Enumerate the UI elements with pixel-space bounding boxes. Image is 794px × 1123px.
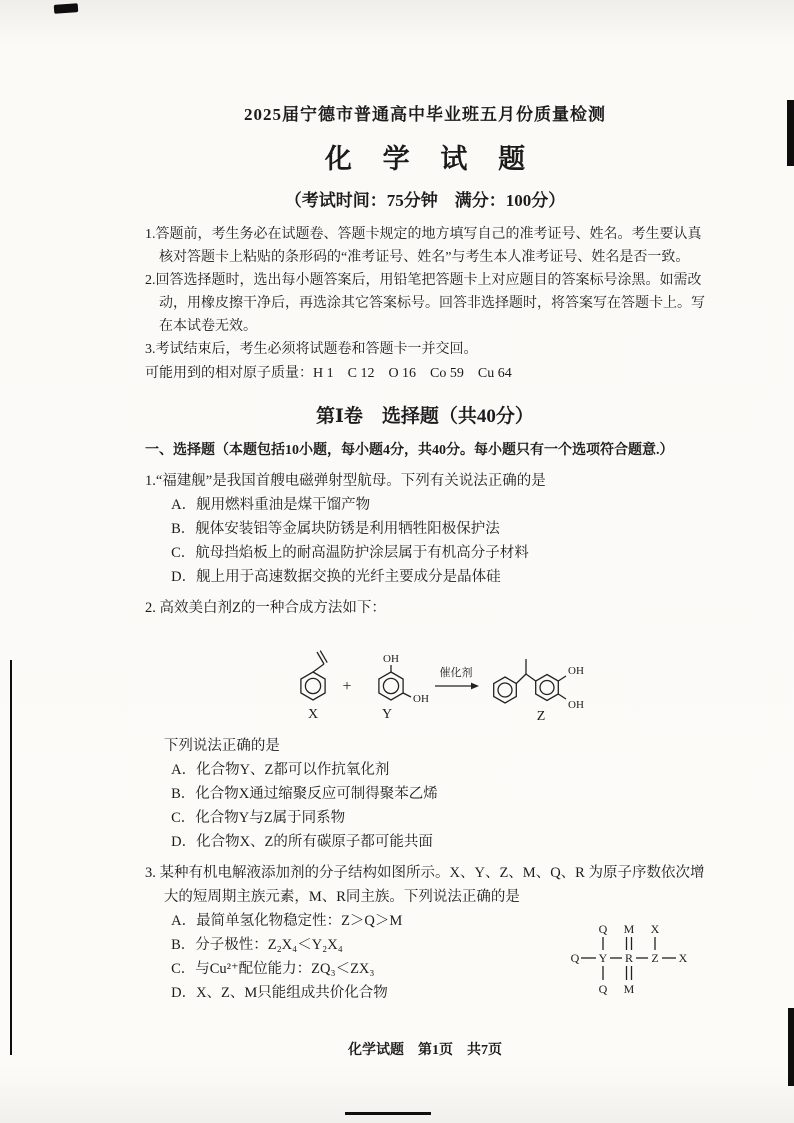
question-2-option-b: B．化合物X通过缩聚反应可制得聚苯乙烯: [171, 786, 438, 802]
molecular-structure-svg: [565, 917, 705, 999]
atom-label: R: [624, 951, 634, 965]
page-content: [145, 100, 705, 1059]
question-3-option-c: C．与Cu²⁺配位能力：ZQ₃＜ZX₃: [171, 961, 375, 977]
oh-label: OH: [568, 665, 584, 677]
exam-header-title: 2025届宁德市普通高中毕业班五月份质量检测: [244, 105, 606, 124]
atom-label: Q: [570, 951, 580, 965]
question-1-option-d: D．舰上用于高速数据交换的光纤主要成分是晶体硅: [171, 569, 501, 585]
oh-label: OH: [568, 699, 584, 711]
catalyst-label: 催化剂: [439, 667, 473, 679]
question-3: [145, 861, 705, 1005]
reaction-scheme: [283, 626, 705, 732]
question-1-option-c: C．航母挡焰板上的耐高温防护涂层属于有机高分子材料: [171, 545, 529, 561]
molecule-label-y: Y: [381, 707, 393, 722]
question-3-option-b: B．分子极性：Z₂X₄＜Y₂X₄: [171, 937, 343, 953]
question-3-option-a: A．最简单氢化物稳定性：Z＞Q＞M: [171, 913, 403, 929]
page-footer: 化学试题 第1页 共7页: [348, 1043, 502, 1058]
atom-label: Q: [598, 982, 608, 996]
plus-sign: +: [342, 678, 352, 695]
question-1: [145, 469, 705, 589]
question-3-stem: 3. 某种有机电解液添加剂的分子结构如图所示。X、Y、Z、M、Q、R 为原子序数依次增大的短周期主族元素，M、R同主族。下列说法正确的是: [145, 865, 705, 905]
oh-label: OH: [413, 693, 429, 705]
atom-label: M: [623, 982, 635, 996]
scan-artifact: [788, 1008, 794, 1086]
molecule-y: [379, 653, 429, 722]
atom-label: M: [623, 922, 635, 936]
molecule-z: [494, 659, 584, 724]
oh-label: OH: [383, 653, 399, 665]
exam-notices: [145, 223, 705, 385]
question-3-options: [145, 909, 537, 1005]
section-title: 第Ⅰ卷 选择题（共40分）: [316, 406, 534, 427]
molecule-label-x: X: [307, 707, 319, 722]
atomic-masses-line: 可能用到的相对原子质量：H 1 C 12 O 16 Co 59 Cu 64: [145, 366, 512, 381]
atom-label: X: [650, 922, 660, 936]
question-2-stem: 2. 高效美白剂Z的一种合成方法如下：: [145, 600, 386, 616]
notice-item-1: 1.答题前，考生务必在试题卷、答题卡规定的地方填写自己的准考证号、姓名。考生要认真核对答题卡上粘贴的条形码的“准考证号、姓名”与考生本人准考证号、姓名是否一致。: [145, 227, 702, 265]
exam-time-score-info: （考试时间：75分钟 满分：100分）: [284, 191, 566, 210]
question-3-option-d: D．X、Z、M只能组成共价化合物: [171, 985, 388, 1001]
atom-label: X: [678, 951, 688, 965]
molecular-structure-diagram: [537, 909, 705, 1005]
subject-title: 化 学 试 题: [324, 144, 538, 174]
question-1-stem: 1.“福建舰”是我国首艘电磁弹射型航母。下列有关说法正确的是: [145, 473, 546, 489]
atom-label: Z: [651, 951, 659, 965]
question-1-option-b: B．舰体安装铝等金属块防锈是利用牺牲阳极保护法: [171, 521, 500, 537]
notice-item-2: 2.回答选择题时，选出每小题答案后，用铅笔把答题卡上对应题目的答案标号涂黑。如需改动，用橡皮擦干净后，再选涂其它答案标号。回答非选择题时，将答案写在答题卡上。写在本试卷无效。: [145, 273, 705, 334]
reaction-arrow: [435, 665, 479, 689]
reaction-scheme-svg: [283, 626, 593, 724]
scan-artifact: [787, 100, 794, 166]
molecule-x: [301, 651, 327, 722]
atom-label: Y: [598, 951, 608, 965]
notice-item-3: 3.考试结束后，考生必须将试题卷和答题卡一并交回。: [145, 342, 478, 357]
question-2-option-a: A．化合物Y、Z都可以作抗氧化剂: [171, 762, 390, 778]
scan-artifact: [54, 3, 79, 14]
question-2-substem: 下列说法正确的是: [163, 738, 280, 754]
question-2-option-d: D．化合物X、Z的所有碳原子都可能共面: [171, 834, 433, 850]
scan-artifact: [345, 1112, 431, 1115]
section-intro: 一、选择题（本题包括10小题，每小题4分，共40分。每小题只有一个选项符合题意.）: [145, 443, 674, 458]
question-1-option-a: A．舰用燃料重油是煤干馏产物: [171, 497, 371, 513]
question-2-option-c: C．化合物Y与Z属于同系物: [171, 810, 346, 826]
scan-artifact: [10, 660, 12, 1055]
molecule-label-z: Z: [536, 709, 546, 724]
question-2: [145, 596, 705, 854]
atom-label: Q: [598, 922, 608, 936]
